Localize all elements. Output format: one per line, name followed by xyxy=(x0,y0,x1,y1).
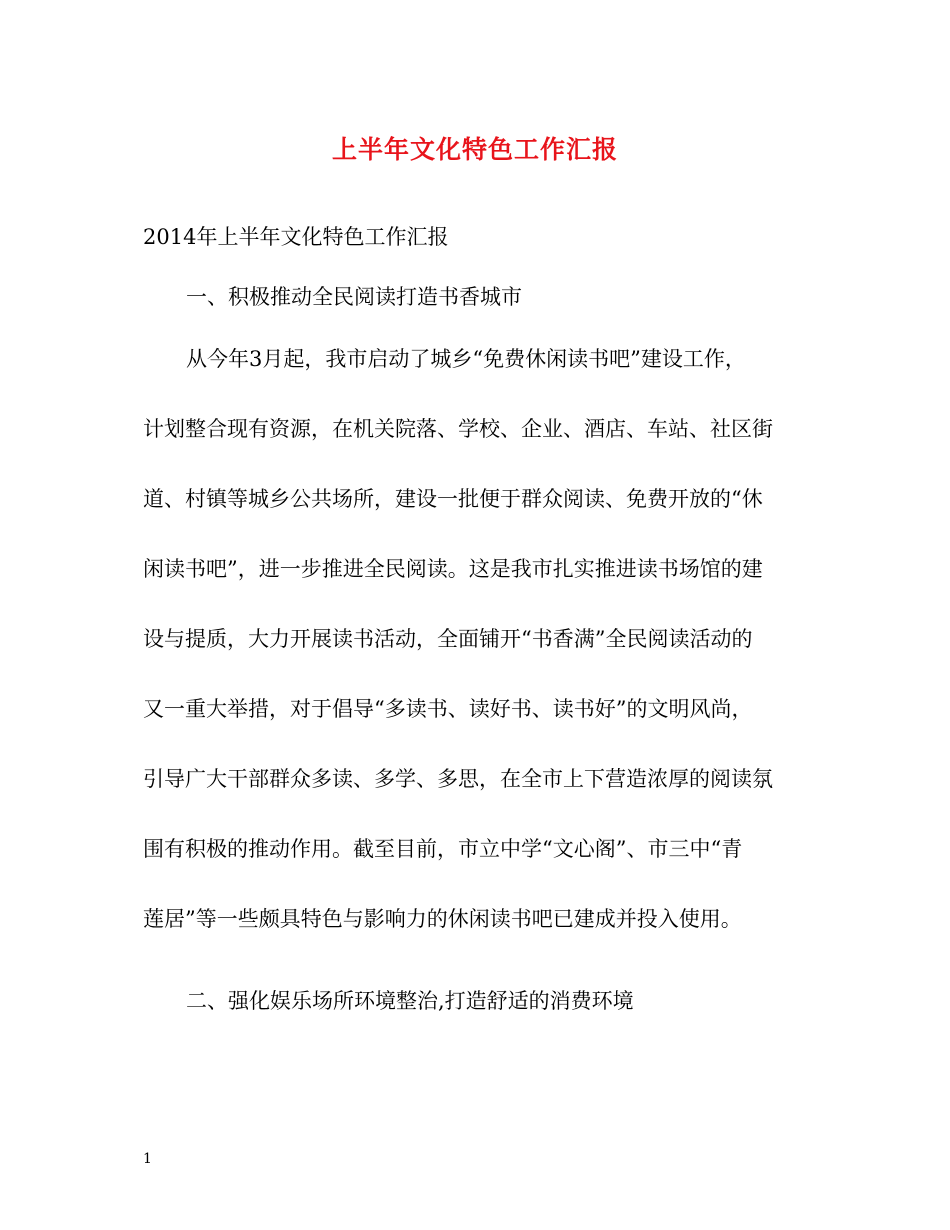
page-number: 1 xyxy=(143,1151,152,1167)
paragraph-line: 设与提质，大力开展读书活动，全面铺开“书香满”全民阅读活动的 xyxy=(143,627,753,651)
paragraph-line: 闲读书吧”，进一步推进全民阅读。这是我市扎实推进读书场馆的建 xyxy=(143,557,763,581)
paragraph-line: 从今年3月起，我市启动了城乡“免费休闲读书吧”建设工作， xyxy=(186,347,746,371)
paragraph-line: 莲居”等一些颇具特色与影响力的休闲读书吧已建成并投入使用。 xyxy=(143,907,742,931)
paragraph-line: 又一重大举措，对于倡导“多读书、读好书、读书好”的文明风尚， xyxy=(143,697,753,721)
paragraph-line: 计划整合现有资源，在机关院落、学校、企业、酒店、车站、社区街 xyxy=(143,417,773,441)
paragraph-line: 道、村镇等城乡公共场所，建设一批便于群众阅读、免费开放的“休 xyxy=(143,487,763,511)
document-subtitle: 2014年上半年文化特色工作汇报 xyxy=(143,225,449,249)
section-heading-2: 二、强化娱乐场所环境整治,打造舒适的消费环境 xyxy=(186,989,634,1013)
paragraph-line: 引导广大干部群众多读、多学、多思，在全市上下营造浓厚的阅读氛 xyxy=(143,767,773,791)
body-paragraph xyxy=(143,344,805,974)
document-title: 上半年文化特色工作汇报 xyxy=(331,135,618,164)
paragraph-line: 围有积极的推动作用。截至目前，市立中学“文心阁”、市三中“青 xyxy=(143,837,743,861)
section-heading-1: 一、积极推动全民阅读打造书香城市 xyxy=(186,285,522,309)
